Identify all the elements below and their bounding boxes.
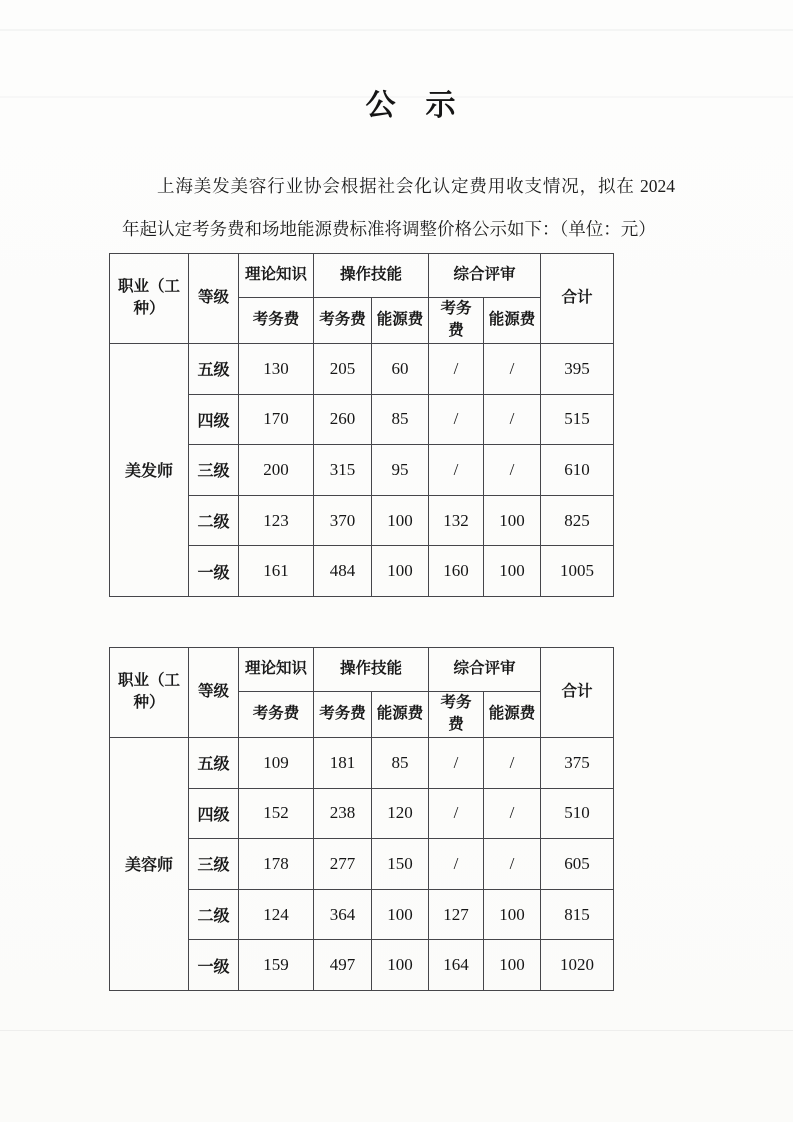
value-cell: 260	[314, 394, 372, 445]
value-cell: 160	[429, 546, 484, 597]
header-energy-fee: 能源费	[484, 298, 541, 344]
header-exam-fee: 考务费	[314, 298, 372, 344]
header-energy-fee: 能源费	[484, 692, 541, 738]
level-cell: 一级	[189, 940, 239, 991]
value-cell: /	[484, 839, 541, 890]
value-cell: /	[484, 788, 541, 839]
value-cell: 200	[239, 445, 314, 496]
value-cell: 484	[314, 546, 372, 597]
value-cell: 124	[239, 889, 314, 940]
value-cell: /	[429, 788, 484, 839]
level-cell: 四级	[189, 394, 239, 445]
value-cell: 130	[239, 343, 314, 394]
value-cell: 510	[541, 788, 614, 839]
value-cell: 159	[239, 940, 314, 991]
header-theory: 理论知识	[239, 254, 314, 298]
level-cell: 二级	[189, 889, 239, 940]
level-cell: 三级	[189, 445, 239, 496]
value-cell: 100	[484, 546, 541, 597]
value-cell: 152	[239, 788, 314, 839]
header-theory: 理论知识	[239, 648, 314, 692]
intro-line-1: 上海美发美容行业协会根据社会化认定费用收支情况，拟在 2024	[157, 176, 675, 196]
value-cell: 181	[314, 737, 372, 788]
value-cell: 277	[314, 839, 372, 890]
header-exam-fee: 考务费	[239, 692, 314, 738]
value-cell: 85	[372, 737, 429, 788]
value-cell: 109	[239, 737, 314, 788]
value-cell: 127	[429, 889, 484, 940]
value-cell: 1020	[541, 940, 614, 991]
value-cell: /	[429, 445, 484, 496]
table-row	[110, 343, 614, 394]
header-level: 等级	[189, 648, 239, 738]
value-cell: 100	[484, 889, 541, 940]
value-cell: 100	[484, 940, 541, 991]
level-cell: 一级	[189, 546, 239, 597]
value-cell: 164	[429, 940, 484, 991]
value-cell: 375	[541, 737, 614, 788]
value-cell: 100	[372, 889, 429, 940]
page-title: 公 示	[365, 89, 456, 122]
value-cell: 395	[541, 343, 614, 394]
header-exam-fee: 考务费	[429, 298, 484, 344]
occupation-cell: 美容师	[110, 737, 189, 990]
value-cell: 315	[314, 445, 372, 496]
intro-paragraph	[122, 165, 675, 251]
table-row	[110, 737, 614, 788]
value-cell: 370	[314, 495, 372, 546]
header-energy-fee: 能源费	[372, 298, 429, 344]
header-review: 综合评审	[429, 648, 541, 692]
level-cell: 四级	[189, 788, 239, 839]
value-cell: /	[429, 343, 484, 394]
value-cell: 610	[541, 445, 614, 496]
value-cell: 1005	[541, 546, 614, 597]
intro-line-2: 年起认定考务费和场地能源费标准将调整价格公示如下：（单位：元）	[122, 219, 656, 239]
fee-table-beautician	[109, 647, 614, 991]
header-review: 综合评审	[429, 254, 541, 298]
header-energy-fee: 能源费	[372, 692, 429, 738]
value-cell: 170	[239, 394, 314, 445]
occupation-cell: 美发师	[110, 343, 189, 596]
value-cell: 132	[429, 495, 484, 546]
header-exam-fee: 考务费	[239, 298, 314, 344]
value-cell: 605	[541, 839, 614, 890]
value-cell: /	[429, 737, 484, 788]
level-cell: 五级	[189, 343, 239, 394]
scan-artifact-line	[0, 1030, 793, 1031]
value-cell: 515	[541, 394, 614, 445]
value-cell: 815	[541, 889, 614, 940]
value-cell: 85	[372, 394, 429, 445]
value-cell: 100	[372, 495, 429, 546]
header-total: 合计	[541, 254, 614, 344]
value-cell: 161	[239, 546, 314, 597]
header-exam-fee: 考务费	[429, 692, 484, 738]
level-cell: 三级	[189, 839, 239, 890]
fee-table-hairdresser	[109, 253, 614, 597]
header-total: 合计	[541, 648, 614, 738]
value-cell: 205	[314, 343, 372, 394]
level-cell: 二级	[189, 495, 239, 546]
level-cell: 五级	[189, 737, 239, 788]
value-cell: /	[484, 445, 541, 496]
value-cell: 100	[484, 495, 541, 546]
value-cell: 60	[372, 343, 429, 394]
value-cell: 497	[314, 940, 372, 991]
header-level: 等级	[189, 254, 239, 344]
header-occupation: 职业（工种）	[110, 254, 189, 344]
value-cell: 100	[372, 940, 429, 991]
value-cell: /	[484, 343, 541, 394]
header-occupation: 职业（工种）	[110, 648, 189, 738]
value-cell: 238	[314, 788, 372, 839]
value-cell: /	[429, 394, 484, 445]
value-cell: /	[429, 839, 484, 890]
value-cell: 178	[239, 839, 314, 890]
header-practical: 操作技能	[314, 648, 429, 692]
value-cell: 123	[239, 495, 314, 546]
value-cell: 150	[372, 839, 429, 890]
value-cell: 100	[372, 546, 429, 597]
value-cell: 95	[372, 445, 429, 496]
value-cell: /	[484, 394, 541, 445]
scan-artifact-line	[0, 29, 793, 31]
value-cell: 364	[314, 889, 372, 940]
header-exam-fee: 考务费	[314, 692, 372, 738]
header-practical: 操作技能	[314, 254, 429, 298]
value-cell: 825	[541, 495, 614, 546]
value-cell: 120	[372, 788, 429, 839]
value-cell: /	[484, 737, 541, 788]
